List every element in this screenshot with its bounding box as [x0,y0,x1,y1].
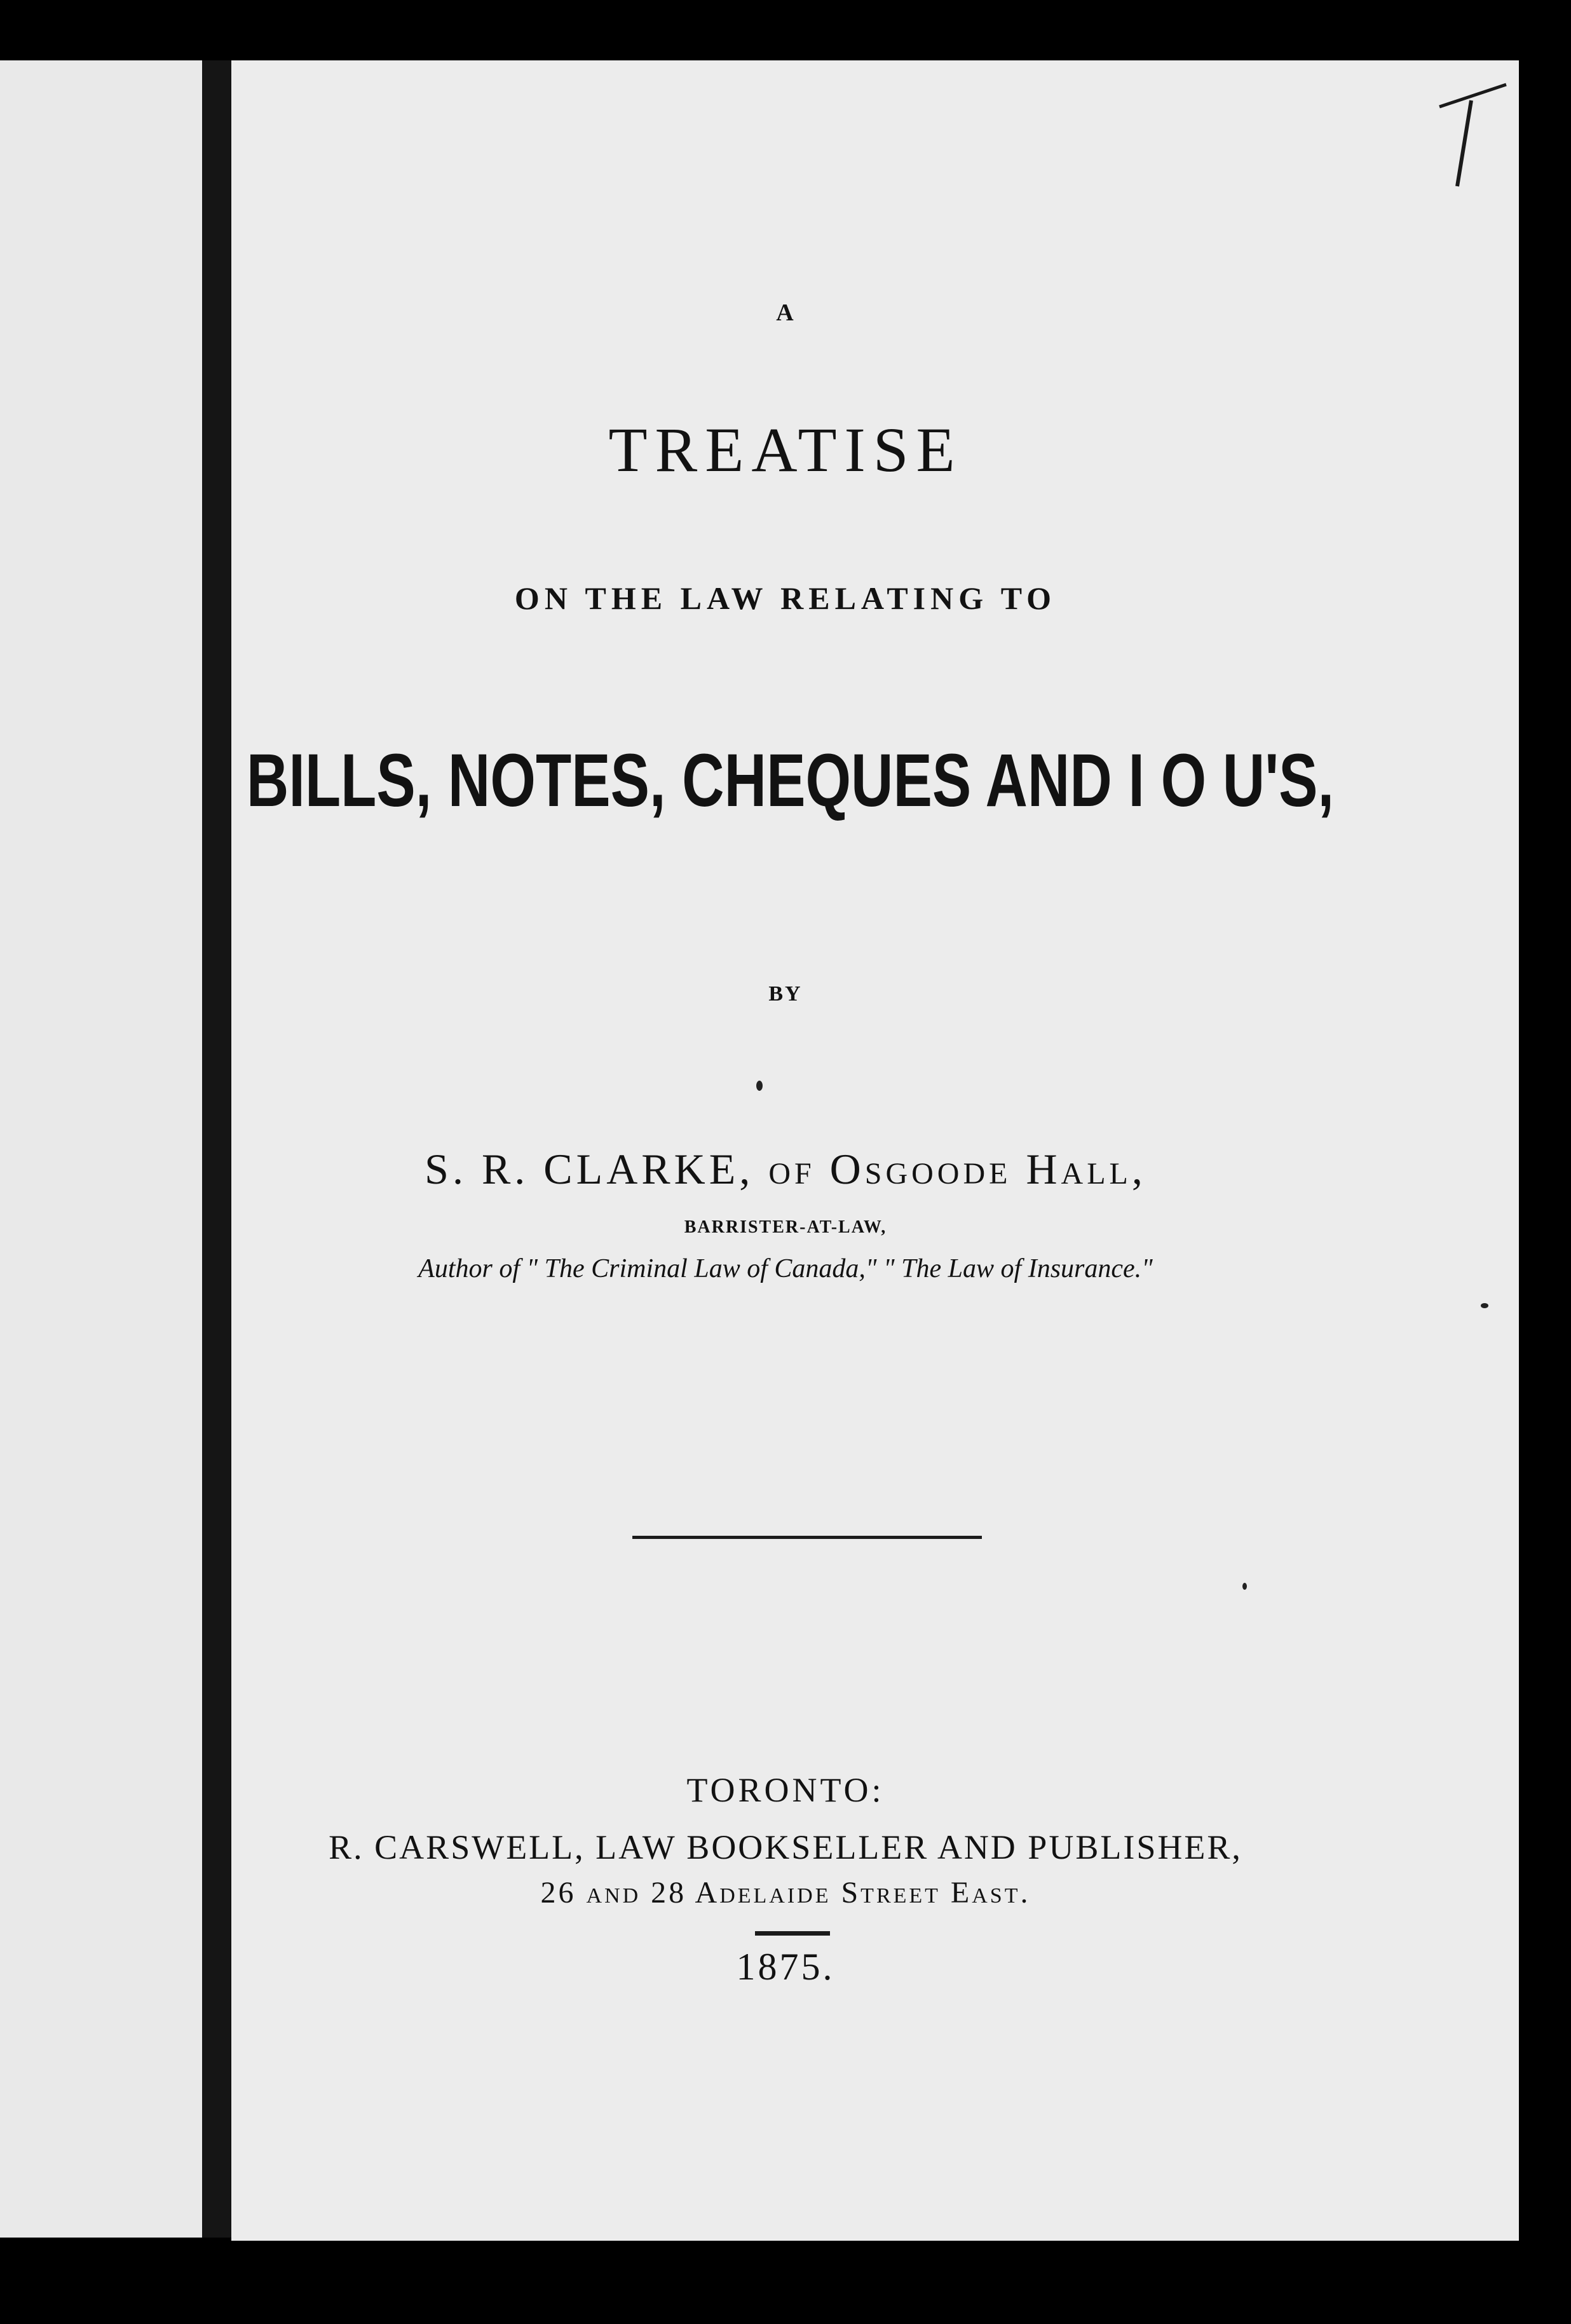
author-works: Author of " The Criminal Law of Canada," " The Law of Insurance." [418,1254,1153,1283]
handwritten-page-mark [1433,81,1509,189]
author-name: S. R. CLARKE, [425,1145,754,1193]
imprint-year: 1875. [736,1946,835,1988]
divider-rule [632,1536,982,1539]
title-article: A [776,299,795,326]
author-title: BARRISTER-AT-LAW, [684,1217,887,1237]
ink-speck [756,1081,763,1091]
ink-speck [1242,1583,1247,1590]
imprint-address-text: 26 and 28 Adelaide Street East. [540,1876,1031,1910]
imprint-address [0,1875,1571,1910]
ink-speck [1481,1303,1488,1308]
imprint-city: TORONTO: [686,1771,885,1809]
main-title: TREATISE [608,414,963,485]
title-subtitle: ON THE LAW RELATING TO [514,580,1057,616]
imprint-publisher: R. CARSWELL, LAW BOOKSELLER AND PUBLISHER, [329,1828,1242,1866]
title-subject: BILLS, NOTES, CHEQUES AND I O U'S, [246,739,1335,823]
author-line [0,1144,1571,1194]
author-affiliation: of Osgoode Hall, [768,1145,1146,1193]
year-rule [755,1931,830,1936]
by-line: BY [768,982,803,1006]
